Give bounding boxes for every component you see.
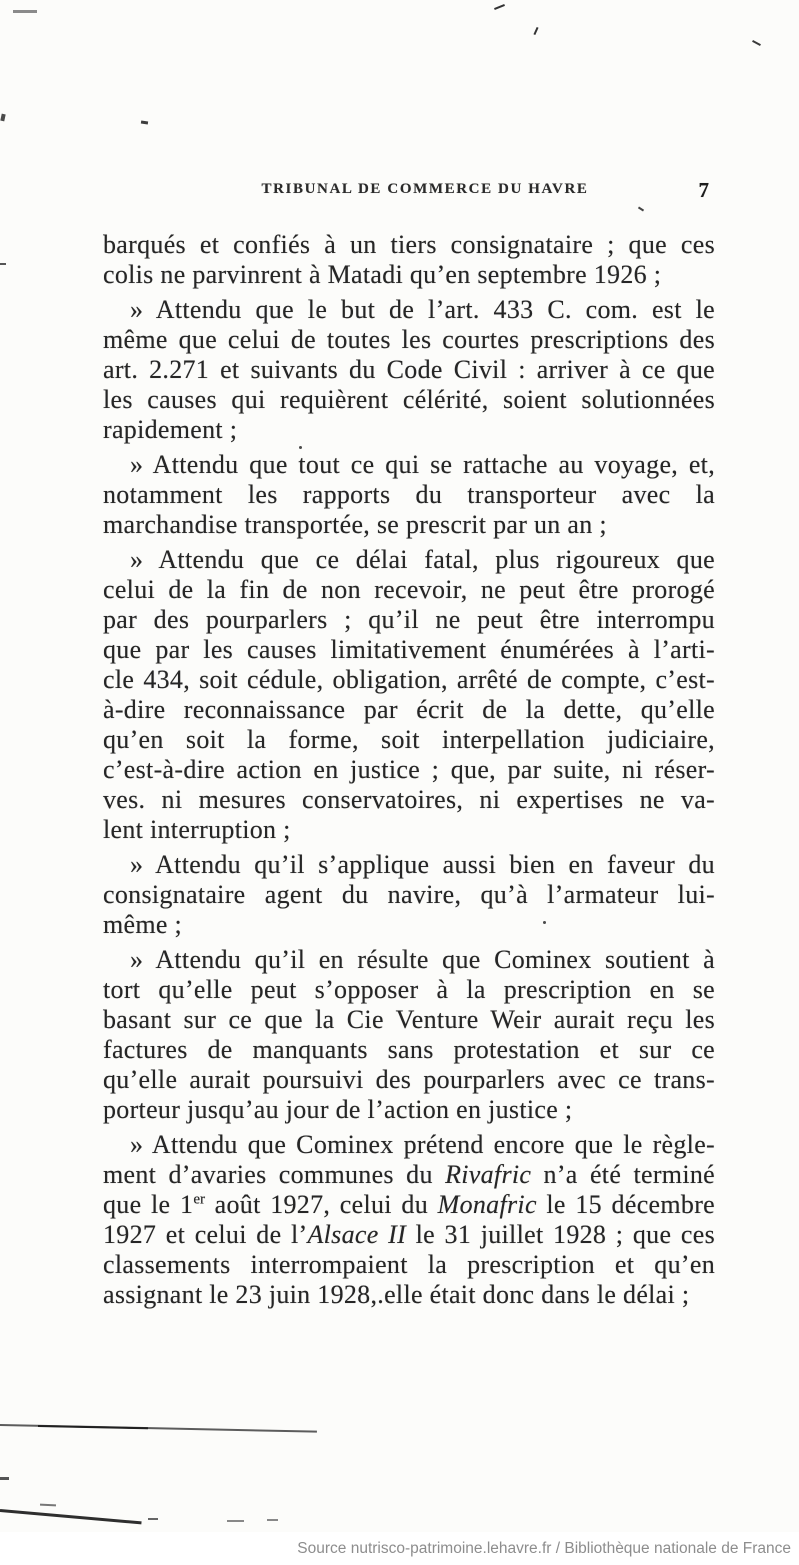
paragraph xyxy=(103,545,715,845)
scan-artifact xyxy=(0,263,6,265)
scan-artifact xyxy=(227,1520,244,1522)
page-number: 7 xyxy=(698,178,709,202)
running-title: TRIBUNAL DE COMMERCE DU HAVRE xyxy=(261,181,589,197)
paragraph xyxy=(103,230,715,290)
text-line: factures de manquants sans protestation et sur ce xyxy=(103,1035,715,1064)
text-line: qu’en soit la forme, soit interpellation judiciaire, xyxy=(103,725,715,754)
text-line: qu’elle aurait poursuivi des pourparlers avec ce trans- xyxy=(103,1065,715,1094)
text-line: ves. ni mesures conservatoires, ni expertises ne va- xyxy=(103,785,715,814)
scan-artifact xyxy=(0,114,5,122)
text-line: » Attendu que Cominex prétend encore que le règle- xyxy=(130,1130,715,1159)
paragraph xyxy=(103,450,715,540)
scan-artifact xyxy=(752,40,761,46)
scan-artifact xyxy=(38,1425,148,1429)
paragraph xyxy=(103,1130,715,1310)
text-line: notamment les rapports du transporteur avec la xyxy=(103,480,715,509)
scan-artifact xyxy=(0,1477,9,1480)
text-line: » Attendu qu’il en résulte que Cominex soutient à xyxy=(130,945,715,974)
scan-artifact xyxy=(13,10,37,13)
text-line: à-dire reconnaissance par écrit de la dette, qu’elle xyxy=(103,695,715,724)
paragraph xyxy=(103,295,715,445)
source-watermark xyxy=(0,1532,799,1565)
scan-artifact xyxy=(533,27,538,35)
text-line: même ; xyxy=(103,910,183,939)
text-line: colis ne parvinrent à Matadi qu’en septembre 1926 ; xyxy=(103,260,662,289)
text-line: art. 2.271 et suivants du Code Civil : arriver à ce que xyxy=(103,355,715,384)
paragraph xyxy=(103,850,715,940)
scan-artifact xyxy=(141,121,148,125)
text-line: que par les causes limitativement énumérées à l’arti- xyxy=(103,635,715,664)
text-line: les causes qui requièrent célérité, soient solutionnées xyxy=(103,385,715,414)
text-line: lent interruption ; xyxy=(103,815,291,844)
text-line: par des pourparlers ; qu’il ne peut être interrompu xyxy=(103,605,715,634)
scan-artifact xyxy=(494,4,505,10)
text-line: même que celui de toutes les courtes prescriptions des xyxy=(103,325,715,354)
text-line: » Attendu que tout ce qui se rattache au voyage, et, xyxy=(130,450,715,479)
text-line: consignataire agent du navire, qu’à l’armateur lui- xyxy=(103,880,715,909)
text-line: porteur jusqu’au jour de l’action en justice ; xyxy=(103,1095,573,1124)
text-line: marchandise transportée, se prescrit par un an ; xyxy=(103,510,607,539)
text-line: » Attendu que le but de l’art. 433 C. com. est le xyxy=(130,295,715,324)
text-line: barqués et confiés à un tiers consignataire ; que ces xyxy=(103,230,715,259)
text-line: tort qu’elle peut s’opposer à la prescription en se xyxy=(103,975,715,1004)
scan-artifact xyxy=(40,1504,56,1507)
scan-artifact xyxy=(638,207,644,212)
scan-artifact xyxy=(148,1518,158,1520)
text-line: » Attendu qu’il s’applique aussi bien en faveur du xyxy=(130,850,715,879)
text-line: que le 1er août 1927, celui du Monafric le 15 décembre xyxy=(103,1190,715,1219)
text-line: rapidement ; xyxy=(103,415,238,444)
text-line: celui de la fin de non recevoir, ne peut être prorogé xyxy=(103,575,715,604)
text-line: assignant le 23 juin 1928,.elle était donc dans le délai ; xyxy=(103,1280,690,1309)
text-line: basant sur ce que la Cie Venture Weir aurait reçu les xyxy=(103,1005,715,1034)
text-line: classements interrompaient la prescription et qu’en xyxy=(103,1250,715,1279)
source-credit: Source nutrisco-patrimoine.lehavre.fr / Bibliothèque nationale de France xyxy=(297,1539,791,1557)
text-line: ment d’avaries communes du Rivafric n’a été terminé xyxy=(103,1160,715,1189)
page-header xyxy=(103,178,715,203)
scan-artifact xyxy=(0,1509,142,1524)
text-line: c’est-à-dire action en justice ; que, par suite, ni réser- xyxy=(103,755,715,784)
text-line: » Attendu que ce délai fatal, plus rigoureux que xyxy=(130,545,715,574)
text-line: 1927 et celui de l’Alsace II le 31 juillet 1928 ; que ces xyxy=(103,1220,715,1249)
paragraph xyxy=(103,945,715,1125)
text-line: cle 434, soit cédule, obligation, arrêté de compte, c’est- xyxy=(103,665,715,694)
scan-artifact xyxy=(267,1519,278,1521)
judgment-text xyxy=(103,230,715,1315)
